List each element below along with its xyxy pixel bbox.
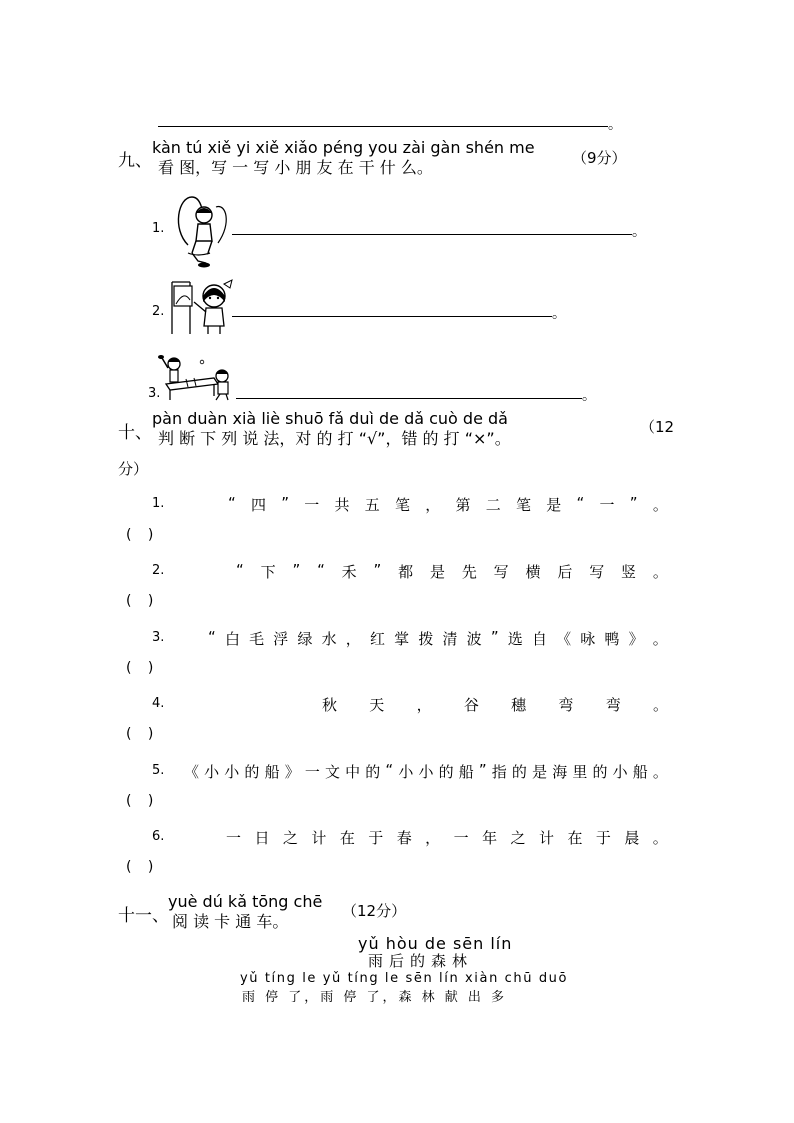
statement-char: 一 [304, 496, 320, 514]
statement-char: 绿 [297, 630, 313, 648]
statement-char: 日 [254, 829, 270, 847]
statement-char: 于 [595, 829, 611, 847]
statement-char: ” [629, 494, 638, 512]
q10-item-2-answer[interactable]: ( ) [126, 593, 160, 609]
statement-char: “ [385, 761, 394, 779]
statement-char: 《 [184, 763, 200, 781]
q11-number: 十一、 [118, 906, 169, 926]
statement-char: 弯 [605, 696, 621, 714]
statement-char: 是 [429, 563, 445, 581]
statement-char: 穗 [511, 696, 527, 714]
statement-char: 弯 [558, 696, 574, 714]
q9-pinyin: kàn tú xiě yi xiě xiǎo péng you zài gàn shén me [152, 138, 535, 157]
statement-char: 小 [612, 763, 628, 781]
story-title-pinyin: yǔ hòu de sēn lín [358, 934, 513, 953]
statement-char: 水 [321, 630, 337, 648]
statement-char: 。 [652, 829, 668, 847]
statement-char: “ [236, 561, 244, 579]
statement-char: 年 [482, 829, 498, 847]
statement-char: 在 [339, 829, 355, 847]
statement-char: 毛 [249, 630, 265, 648]
statement-char: 小 [204, 763, 220, 781]
q10-item-5-text [184, 761, 668, 782]
statement-char: 鸭 [604, 630, 620, 648]
statement-char: 浮 [273, 630, 289, 648]
statement-char: 之 [510, 829, 526, 847]
statement-char: 下 [260, 563, 276, 581]
statement-char: ， [345, 630, 361, 648]
statement-char: ” [281, 494, 290, 512]
statement-char: 二 [485, 496, 501, 514]
statement-char: 春 [396, 829, 412, 847]
q10-item-4-answer[interactable]: ( ) [126, 726, 160, 742]
q10-item-2-text [236, 561, 668, 582]
q10-item-6-answer[interactable]: ( ) [126, 859, 160, 875]
statement-char: ， [416, 696, 432, 714]
q9-item-2-answer-line[interactable] [232, 316, 552, 317]
statement-char: 自 [531, 630, 547, 648]
statement-char: 第 [455, 496, 471, 514]
statement-char: 计 [538, 829, 554, 847]
q10-item-1-text [228, 494, 668, 515]
q10-item-6-text [226, 827, 668, 848]
q10-item-4-number: 4. [152, 696, 165, 711]
story-title: 雨后的森林 [368, 952, 474, 970]
q9-item-3-number: 3. [148, 386, 161, 401]
statement-char: 于 [368, 829, 384, 847]
statement-char: 天 [369, 696, 385, 714]
statement-char: 后 [557, 563, 573, 581]
answer-line-top[interactable] [158, 126, 608, 127]
statement-char: ， [425, 496, 441, 514]
q10-item-1-answer[interactable]: ( ) [126, 527, 160, 543]
q9-number: 九、 [118, 151, 152, 171]
painting-girl-icon [166, 278, 238, 336]
statement-char: 小 [224, 763, 240, 781]
statement-char: 波 [466, 630, 482, 648]
statement-char: 咏 [580, 630, 596, 648]
statement-char: 的 [244, 763, 260, 781]
q10-item-5-number: 5. [152, 763, 165, 778]
statement-char: 白 [224, 630, 240, 648]
statement-char: 的 [511, 763, 527, 781]
q9-item-1-number: 1. [152, 221, 165, 236]
q9-item-3-end: 。 [582, 388, 596, 404]
q9-item-1-end: 。 [632, 224, 646, 240]
q10-item-3-text [208, 628, 668, 649]
statement-char: 秋 [322, 696, 338, 714]
statement-char: 《 [556, 630, 572, 648]
statement-char: ” [490, 628, 499, 646]
statement-char: 一 [453, 829, 469, 847]
statement-char: ” [292, 561, 301, 579]
statement-char: 红 [369, 630, 385, 648]
q9-item-2-end: 。 [552, 306, 566, 322]
statement-char: 的 [438, 763, 454, 781]
statement-char: 。 [652, 563, 668, 581]
q9-title: 看 图，写 一 写 小 朋 友 在 干 什 么。 [158, 158, 433, 177]
q10-title: 判 断 下 列 说 法，对 的 打 “√”，错 的 打 “×”。 [158, 429, 511, 448]
q11-title: 阅 读 卡 通 车。 [172, 912, 289, 931]
statement-char: ” [373, 561, 382, 579]
statement-char: 船 [458, 763, 474, 781]
statement-char: 。 [652, 696, 668, 714]
statement-char: 笔 [395, 496, 411, 514]
statement-char: 文 [324, 763, 340, 781]
statement-char: 清 [442, 630, 458, 648]
statement-char: 船 [632, 763, 648, 781]
q10-pinyin: pàn duàn xià liè shuō fǎ duì de dǎ cuò de dǎ [152, 409, 508, 428]
q10-item-1-number: 1. [152, 496, 165, 511]
statement-char: 里 [572, 763, 588, 781]
q10-item-2-number: 2. [152, 563, 165, 578]
statement-char: 》 [628, 630, 644, 648]
statement-char: 。 [652, 763, 668, 781]
statement-char: 海 [552, 763, 568, 781]
q10-item-3-number: 3. [152, 630, 165, 645]
statement-char: 晨 [624, 829, 640, 847]
statement-char: 共 [334, 496, 350, 514]
statement-char: 四 [251, 496, 267, 514]
statement-char: 一 [599, 496, 615, 514]
answer-line-top-end: 。 [608, 117, 622, 133]
statement-char: 在 [567, 829, 583, 847]
statement-char: 竖 [621, 563, 637, 581]
ping-pong-kids-icon [156, 354, 236, 402]
statement-char: ” [478, 761, 487, 779]
q10-score-continued: 分） [118, 460, 149, 478]
statement-char: 小 [398, 763, 414, 781]
statement-char: 。 [652, 630, 668, 648]
statement-char: 五 [364, 496, 380, 514]
statement-char: “ [228, 494, 236, 512]
statement-char: 禾 [341, 563, 357, 581]
statement-char: 计 [311, 829, 327, 847]
statement-char: 指 [491, 763, 507, 781]
q10-item-6-number: 6. [152, 829, 165, 844]
statement-char: 笔 [516, 496, 532, 514]
story-line-1-text: 雨 停 了，雨 停 了，森 林 献 出 多 [242, 990, 508, 1005]
statement-char: 的 [365, 763, 381, 781]
statement-char: 之 [282, 829, 298, 847]
q9-item-1-answer-line[interactable] [232, 234, 632, 235]
statement-char: 中 [345, 763, 361, 781]
story-line-1-pinyin: yǔ tíng le yǔ tíng le sēn lín xiàn chū duō [240, 971, 569, 986]
statement-char: 一 [304, 763, 320, 781]
statement-char: 都 [398, 563, 414, 581]
q10-score: （12 [640, 418, 675, 436]
q9-item-3-answer-line[interactable] [236, 398, 582, 399]
statement-char: 掌 [394, 630, 410, 648]
q11-score: （12分） [342, 902, 407, 920]
statement-char: 船 [264, 763, 280, 781]
statement-char: 。 [652, 496, 668, 514]
statement-char: 是 [532, 763, 548, 781]
statement-char: 谷 [463, 696, 479, 714]
q9-item-2-number: 2. [152, 304, 165, 319]
statement-char: 是 [546, 496, 562, 514]
statement-char: “ [208, 628, 216, 646]
statement-char: 的 [592, 763, 608, 781]
statement-char: 横 [525, 563, 541, 581]
jump-rope-girl-icon [174, 193, 232, 271]
q11-pinyin: yuè dú kǎ tōng chē [168, 892, 323, 911]
q10-number: 十、 [118, 423, 152, 443]
statement-char: “ [317, 561, 325, 579]
q10-item-3-answer[interactable]: ( ) [126, 660, 160, 676]
statement-char: 一 [226, 829, 242, 847]
statement-char: 选 [507, 630, 523, 648]
statement-char: “ [576, 494, 585, 512]
statement-char: 先 [461, 563, 477, 581]
q9-score: （9分） [572, 149, 627, 167]
statement-char: 写 [589, 563, 605, 581]
statement-char: 》 [284, 763, 300, 781]
q10-item-5-answer[interactable]: ( ) [126, 793, 160, 809]
q10-item-4-text [322, 694, 668, 715]
statement-char: 小 [418, 763, 434, 781]
statement-char: 拨 [418, 630, 434, 648]
statement-char: ， [425, 829, 441, 847]
statement-char: 写 [493, 563, 509, 581]
